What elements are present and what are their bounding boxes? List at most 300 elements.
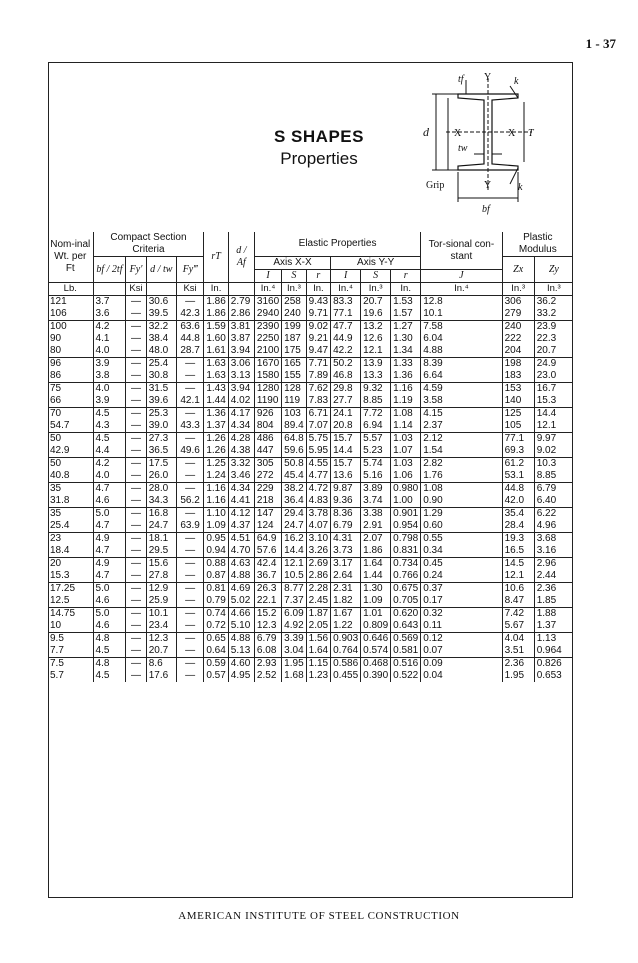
table-cell: 5.75 <box>306 433 330 446</box>
table-cell: 105 <box>502 420 534 433</box>
table-cell: 4.28 <box>228 433 254 446</box>
table-cell: 1.07 <box>391 445 421 458</box>
footer-publisher: AMERICAN INSTITUTE OF STEEL CONSTRUCTION <box>178 910 460 922</box>
table-cell: 2.96 <box>534 558 573 571</box>
table-cell: — <box>176 508 204 521</box>
table-cell: 1.85 <box>534 595 573 608</box>
table-row <box>48 345 573 358</box>
table-cell: 4.92 <box>282 620 306 633</box>
unit-cell: In.³ <box>282 283 306 296</box>
col-head-axis-yy: Axis Y-Y <box>331 257 421 270</box>
table-cell: 4.55 <box>306 458 330 471</box>
table-cell: — <box>126 433 146 446</box>
table-cell: 69.3 <box>502 445 534 458</box>
table-cell: 42.0 <box>502 495 534 508</box>
table-cell: 44.9 <box>331 333 361 345</box>
table-cell: 38.4 <box>146 333 176 345</box>
table-cell: 4.5 <box>93 408 126 421</box>
table-cell: 3.81 <box>228 321 254 334</box>
table-cell: — <box>126 470 146 483</box>
table-cell: 5.95 <box>306 445 330 458</box>
table-cell: 20.7 <box>534 345 573 358</box>
table-cell: 4.51 <box>228 533 254 546</box>
table-cell: — <box>176 595 204 608</box>
table-cell: 3.46 <box>228 470 254 483</box>
table-cell: 10.1 <box>146 608 176 621</box>
table-row <box>48 358 573 371</box>
table-cell: — <box>176 383 204 396</box>
table-cell: — <box>126 570 146 583</box>
table-row <box>48 383 573 396</box>
table-row <box>48 445 573 458</box>
table-cell: 0.81 <box>204 583 228 596</box>
label-tw: tw <box>458 143 468 154</box>
table-cell: 0.764 <box>331 645 361 658</box>
table-cell: 2.12 <box>421 433 502 446</box>
table-cell: 47.7 <box>331 321 361 334</box>
table-cell: 4.83 <box>306 495 330 508</box>
table-cell: 1.14 <box>391 420 421 433</box>
table-cell: 12.1 <box>534 420 573 433</box>
table-cell: 2.86 <box>306 570 330 583</box>
table-cell: 23 <box>48 533 93 546</box>
table-cell: 8.85 <box>361 395 391 408</box>
table-cell: 26.0 <box>146 470 176 483</box>
table-cell: 63.6 <box>176 321 204 334</box>
table-cell: — <box>126 520 146 533</box>
table-cell: 4.3 <box>93 420 126 433</box>
unit-cell: Ksi <box>176 283 204 296</box>
table-cell: 1.10 <box>204 508 228 521</box>
table-cell: 4.70 <box>228 545 254 558</box>
table-cell: 1.15 <box>306 658 330 671</box>
col-head-zy: Zy <box>534 257 573 283</box>
table-cell: 0.64 <box>204 645 228 658</box>
table-cell: 1.34 <box>391 345 421 358</box>
table-cell: 804 <box>254 420 281 433</box>
table-cell: 0.581 <box>391 645 421 658</box>
table-cell: 4.1 <box>93 333 126 345</box>
table-cell: 29.8 <box>331 383 361 396</box>
table-cell: 0.569 <box>391 633 421 646</box>
table-cell: 4.7 <box>93 520 126 533</box>
table-cell: 22.1 <box>254 595 281 608</box>
table-cell: 0.09 <box>421 658 502 671</box>
table-cell: 6.08 <box>254 645 281 658</box>
table-cell: 0.705 <box>391 595 421 608</box>
unit-cell: Ksi <box>126 283 146 296</box>
table-row <box>48 321 573 334</box>
table-cell: 24.7 <box>146 520 176 533</box>
table-cell: 5.0 <box>93 508 126 521</box>
table-cell: 14.4 <box>331 445 361 458</box>
table-cell: 39.5 <box>146 308 176 321</box>
table-cell: 121 <box>48 296 93 309</box>
table-cell: 2100 <box>254 345 281 358</box>
table-cell: 0.60 <box>421 520 502 533</box>
table-cell: 16.7 <box>534 383 573 396</box>
table-cell: 4.2 <box>93 321 126 334</box>
table-row <box>48 395 573 408</box>
table-cell: 1.29 <box>421 508 502 521</box>
table-cell: 64.8 <box>282 433 306 446</box>
col-head-axis-xx: Axis X-X <box>254 257 330 270</box>
label-k-top: k <box>514 76 519 87</box>
table-cell: — <box>176 633 204 646</box>
table-cell: 7.58 <box>421 321 502 334</box>
table-cell: 4.34 <box>228 420 254 433</box>
table-cell: 14.4 <box>534 408 573 421</box>
table-cell: 2.44 <box>534 570 573 583</box>
table-row <box>48 658 573 671</box>
table-row <box>48 495 573 508</box>
table-cell: 4.9 <box>93 558 126 571</box>
table-cell: 33.2 <box>534 308 573 321</box>
table-cell: 23.0 <box>534 370 573 383</box>
table-cell: — <box>126 358 146 371</box>
table-cell: — <box>176 433 204 446</box>
table-cell: 222 <box>502 333 534 345</box>
unit-cell: In.³ <box>502 283 534 296</box>
table-row <box>48 458 573 471</box>
table-cell: 4.7 <box>93 570 126 583</box>
table-cell: — <box>126 558 146 571</box>
table-cell: 39.6 <box>146 395 176 408</box>
table-cell: 3.73 <box>331 545 361 558</box>
table-cell: 0.11 <box>421 620 502 633</box>
table-cell: 3.10 <box>306 533 330 546</box>
table-cell: 23.4 <box>146 620 176 633</box>
table-cell: 45.4 <box>282 470 306 483</box>
col-head-fy1: Fy′ <box>126 257 146 283</box>
table-cell: 0.32 <box>421 608 502 621</box>
table-cell: 3.32 <box>228 458 254 471</box>
table-cell: 926 <box>254 408 281 421</box>
table-cell: 25.4 <box>50 520 70 531</box>
table-cell: 0.07 <box>421 645 502 658</box>
table-cell: 2.36 <box>534 583 573 596</box>
table-cell: 1.56 <box>306 633 330 646</box>
table-cell: 7.7 <box>50 645 64 656</box>
table-cell: 4.7 <box>93 483 126 496</box>
table-cell: 75 <box>48 383 93 396</box>
table-cell: 447 <box>254 445 281 458</box>
table-body <box>48 296 573 683</box>
table-cell: 1.16 <box>391 383 421 396</box>
table-cell: 2.64 <box>331 570 361 583</box>
table-cell: 2250 <box>254 333 281 345</box>
table-cell: — <box>126 383 146 396</box>
table-row <box>48 558 573 571</box>
label-y-top: Y <box>484 72 492 83</box>
table-cell: — <box>176 483 204 496</box>
table-cell: 20 <box>48 558 93 571</box>
table-cell: 38.2 <box>282 483 306 496</box>
table-cell: 125 <box>502 408 534 421</box>
table-row <box>48 633 573 646</box>
table-cell: 1.30 <box>361 583 391 596</box>
table-cell: 1.54 <box>421 445 502 458</box>
table-row <box>48 483 573 496</box>
table-cell: 4.8 <box>93 658 126 671</box>
table-cell: 1.67 <box>331 608 361 621</box>
table-cell: 49.6 <box>176 445 204 458</box>
table-cell: 30.8 <box>146 370 176 383</box>
table-cell: 240 <box>502 321 534 334</box>
table-cell: 4.07 <box>306 520 330 533</box>
table-cell: 42.4 <box>254 558 281 571</box>
table-cell: 175 <box>282 345 306 358</box>
table-cell: 6.79 <box>534 483 573 496</box>
table-cell: 1.88 <box>534 608 573 621</box>
table-cell: 15.7 <box>331 458 361 471</box>
table-row <box>48 570 573 583</box>
table-cell: 30.6 <box>146 296 176 309</box>
table-cell: 5.57 <box>361 433 391 446</box>
table-cell: 86 <box>50 370 62 381</box>
table-cell: 24.9 <box>534 358 573 371</box>
table-cell: 1.87 <box>306 608 330 621</box>
table-cell: 1.64 <box>306 645 330 658</box>
table-cell: 1.26 <box>204 445 228 458</box>
table-cell: 8.77 <box>282 583 306 596</box>
table-row <box>48 670 573 682</box>
table-cell: 16.5 <box>502 545 534 558</box>
unit-cell: In. <box>306 283 330 296</box>
table-cell: — <box>176 545 204 558</box>
table-cell: 34.3 <box>146 495 176 508</box>
table-cell: 35.4 <box>502 508 534 521</box>
table-cell: 15.2 <box>254 608 281 621</box>
table-cell: 1.82 <box>331 595 361 608</box>
table-cell: 12.5 <box>50 595 70 606</box>
table-row <box>48 420 573 433</box>
table-cell: 198 <box>502 358 534 371</box>
table-cell: 1.37 <box>534 620 573 633</box>
label-grip: Grip <box>426 180 445 191</box>
table-cell: 12.1 <box>361 345 391 358</box>
table-cell: 187 <box>282 333 306 345</box>
table-cell: 2.45 <box>306 595 330 608</box>
table-cell: — <box>176 583 204 596</box>
table-row <box>48 520 573 533</box>
table-cell: 0.903 <box>331 633 361 646</box>
table-cell: 279 <box>502 308 534 321</box>
table-cell: 3.6 <box>93 308 126 321</box>
table-cell: 10.5 <box>282 570 306 583</box>
table-cell: 2.05 <box>306 620 330 633</box>
table-cell: 1.06 <box>391 470 421 483</box>
table-cell: 3.9 <box>93 395 126 408</box>
s-shape-diagram <box>418 72 568 222</box>
table-cell: 15.7 <box>331 433 361 446</box>
table-cell: 36.4 <box>282 495 306 508</box>
table-cell: — <box>176 533 204 546</box>
table-cell: 4.37 <box>228 520 254 533</box>
table-cell: 9.87 <box>331 483 361 496</box>
table-cell: 0.734 <box>391 558 421 571</box>
table-cell: 61.2 <box>502 458 534 471</box>
table-cell: 165 <box>282 358 306 371</box>
table-cell: 1.59 <box>204 321 228 334</box>
label-x-right: X <box>508 128 516 139</box>
table-cell: 36.5 <box>146 445 176 458</box>
col-head-ix: I <box>254 270 281 283</box>
table-cell: 77.1 <box>331 308 361 321</box>
table-cell: 1.24 <box>204 470 228 483</box>
table-cell: 4.17 <box>228 408 254 421</box>
table-cell: 20.7 <box>361 296 391 309</box>
table-cell: 0.59 <box>204 658 228 671</box>
col-head-fy3: Fy‴ <box>176 257 204 283</box>
table-cell: 14.75 <box>48 608 93 621</box>
table-cell: 42.3 <box>176 308 204 321</box>
table-cell: 5.10 <box>228 620 254 633</box>
table-cell: 1580 <box>254 370 281 383</box>
table-cell: 0.34 <box>421 545 502 558</box>
table-cell: 5.0 <box>93 608 126 621</box>
table-cell: 7.37 <box>282 595 306 608</box>
table-cell: 44.8 <box>176 333 204 345</box>
table-cell: 1.44 <box>361 570 391 583</box>
table-cell: 0.45 <box>421 558 502 571</box>
table-cell: 63.9 <box>176 520 204 533</box>
unit-cell <box>93 283 126 296</box>
table-cell: 1.53 <box>391 296 421 309</box>
table-cell: 10 <box>50 620 62 631</box>
table-cell: 9.21 <box>306 333 330 345</box>
table-cell: — <box>176 408 204 421</box>
table-cell: 140 <box>502 395 534 408</box>
table-cell: — <box>176 558 204 571</box>
table-cell: 1280 <box>254 383 281 396</box>
table-cell: 0.94 <box>204 545 228 558</box>
table-cell: — <box>126 658 146 671</box>
table-cell: 50 <box>48 458 93 471</box>
table-cell: — <box>126 595 146 608</box>
table-cell: 0.643 <box>391 620 421 633</box>
table-cell: 258 <box>282 296 306 309</box>
table-cell: 1.16 <box>204 495 228 508</box>
table-cell: 4.15 <box>421 408 502 421</box>
table-cell: 17.25 <box>48 583 93 596</box>
table-cell: 5.02 <box>228 595 254 608</box>
label-tf: tf <box>458 74 464 85</box>
table-cell: 89.4 <box>282 420 306 433</box>
col-head-torsional: Tor-sional con-stant <box>421 232 502 270</box>
table-cell: 1.86 <box>361 545 391 558</box>
table-cell: 0.55 <box>421 533 502 546</box>
table-cell: — <box>126 608 146 621</box>
table-cell: 4.77 <box>306 470 330 483</box>
col-head-compact: Compact Section Criteria <box>93 232 204 257</box>
table-cell: 305 <box>254 458 281 471</box>
table-cell: 3.51 <box>502 645 534 658</box>
table-cell: 59.6 <box>282 445 306 458</box>
col-head-d-af: d / Af <box>228 232 254 283</box>
unit-cell <box>146 283 176 296</box>
table-cell: 4.8 <box>93 633 126 646</box>
table-cell: 3.9 <box>93 358 126 371</box>
page-title: S SHAPES <box>274 127 364 146</box>
table-cell: — <box>126 458 146 471</box>
table-cell: 0.17 <box>421 595 502 608</box>
table-cell: 4.34 <box>228 483 254 496</box>
col-head-zx: Zx <box>502 257 534 283</box>
table-cell: 29.4 <box>282 508 306 521</box>
table-cell: 2.82 <box>421 458 502 471</box>
table-cell: 153 <box>502 383 534 396</box>
table-cell: 9.47 <box>306 345 330 358</box>
table-cell: 7.62 <box>306 383 330 396</box>
col-head-sx: S <box>282 270 306 283</box>
unit-cell: In.⁴ <box>421 283 502 296</box>
table-cell: 13.3 <box>361 370 391 383</box>
table-cell: 5.16 <box>361 470 391 483</box>
table-cell: 6.79 <box>254 633 281 646</box>
table-cell: 4.69 <box>228 583 254 596</box>
table-cell: — <box>126 508 146 521</box>
table-cell: 25.9 <box>146 595 176 608</box>
col-head-plastic: Plastic Modulus <box>502 232 573 257</box>
table-cell: — <box>126 495 146 508</box>
table-cell: 1.36 <box>204 408 228 421</box>
table-cell: 1.63 <box>204 358 228 371</box>
table-cell: — <box>176 458 204 471</box>
table-row <box>48 370 573 383</box>
col-head-sy: S <box>361 270 391 283</box>
table-cell: 4.41 <box>228 495 254 508</box>
table-cell: 1.37 <box>204 420 228 433</box>
table-cell: 4.63 <box>228 558 254 571</box>
table-cell: 1.09 <box>361 595 391 608</box>
table-cell: 1.95 <box>282 658 306 671</box>
table-cell: 6.04 <box>421 333 502 345</box>
table-cell: 56.2 <box>176 495 204 508</box>
table-cell: 18.1 <box>146 533 176 546</box>
table-cell: 8.36 <box>331 508 361 521</box>
table-cell: 4.5 <box>93 433 126 446</box>
table-cell: 9.32 <box>361 383 391 396</box>
table-cell: — <box>176 470 204 483</box>
table-cell: 0.57 <box>204 670 228 682</box>
table-cell: 27.3 <box>146 433 176 446</box>
table-cell: 24.1 <box>331 408 361 421</box>
table-cell: 35 <box>48 483 93 496</box>
table-cell: 0.901 <box>391 508 421 521</box>
table-cell: 1.19 <box>391 395 421 408</box>
table-cell: 54.7 <box>50 420 70 431</box>
table-cell: 0.90 <box>421 495 502 508</box>
table-cell: 1.09 <box>204 520 228 533</box>
table-cell: 2.28 <box>306 583 330 596</box>
table-cell: — <box>176 620 204 633</box>
label-d: d <box>423 125 429 139</box>
table-cell: 1.08 <box>391 408 421 421</box>
table-cell: 8.47 <box>502 595 534 608</box>
table-cell: 218 <box>254 495 281 508</box>
table-cell: 83.3 <box>331 296 361 309</box>
table-cell: — <box>176 296 204 309</box>
table-cell: 25.3 <box>146 408 176 421</box>
units-row <box>48 283 573 296</box>
table-cell: 4.2 <box>93 458 126 471</box>
table-cell: 229 <box>254 483 281 496</box>
table-cell: 43.3 <box>176 420 204 433</box>
table-cell: 1.43 <box>204 383 228 396</box>
table-cell: 0.04 <box>421 670 502 682</box>
label-bf: bf <box>482 204 490 215</box>
